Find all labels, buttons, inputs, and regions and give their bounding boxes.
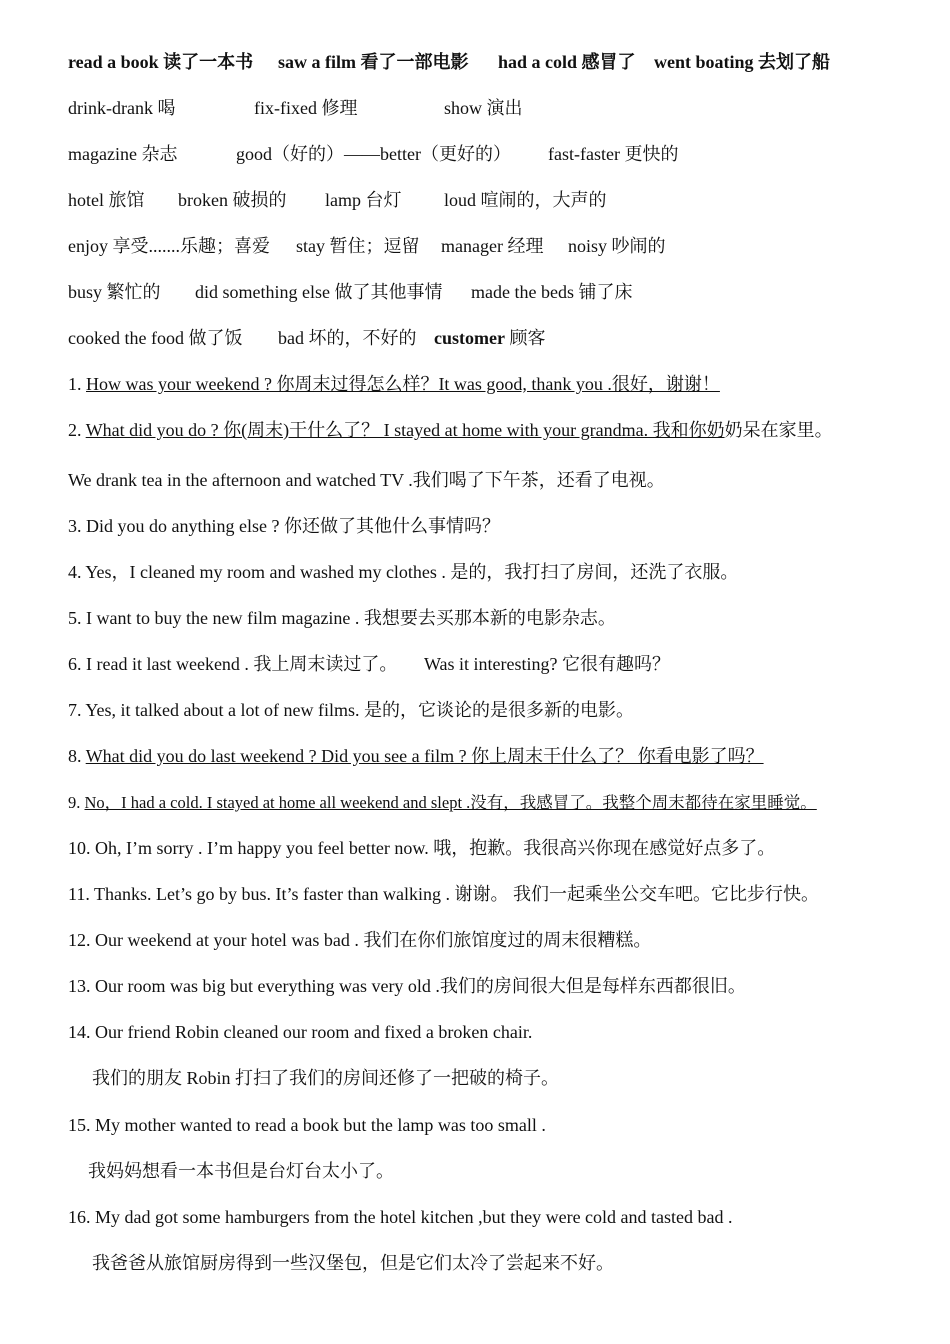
sentence-10: 10. Oh, I’m sorry . I’m happy you feel better now. 哦，抱歉。我很高兴你现在感觉好点多了。 [68,838,776,858]
sentence-2 [68,418,833,442]
sentence-14: 14. Our friend Robin cleaned our room and fixed a broken chair. [68,1022,533,1042]
vocab-item: hotel 旅馆 [68,190,145,210]
sentence-5: 5. I want to buy the new film magazine . 我想要去买那本新的电影杂志。 [68,608,616,628]
vocab-item: busy 繁忙的 [68,282,161,302]
sentence-number: 1. [68,374,86,394]
sentence-7: 7. Yes, it talked about a lot of new films. 是的，它谈论的是很多新的电影。 [68,700,634,720]
sentence-text-tail: 奶呆在家里。 [724,420,833,440]
sentence-3: 3. Did you do anything else ? 你还做了其他什么事情吗？ [68,516,500,536]
vocab-row-3 [68,142,678,166]
sentence-8 [68,744,764,768]
vocab-item: enjoy 享受.......乐趣；喜爱 [68,236,270,256]
vocab-item: did something else 做了其他事情 [195,282,443,302]
sentence-text: Was it interesting? 它很有趣吗？ [424,654,671,674]
vocab-item: fast-faster 更快的 [548,144,679,164]
vocab-item: fix-fixed 修理 [254,98,358,118]
vocab-item: stay 暂住；逗留 [296,236,420,256]
sentence-16-translation: 我爸爸从旅馆厨房得到一些汉堡包，但是它们太冷了尝起来不好。 [92,1253,614,1273]
vocab-row-4 [68,188,607,212]
vocab-item: drink-drank 喝 [68,98,176,118]
vocab-item: bad 坏的，不好的 [278,328,417,348]
vocab-row-7 [68,326,545,350]
sentence-15: 15. My mother wanted to read a book but the lamp was too small . [68,1115,546,1135]
vocab-item: saw a film 看了一部电影 [278,52,469,72]
sentence-text: 6. I read it last weekend . 我上周末读过了。 [68,654,398,674]
vocab-item: cooked the food 做了饭 [68,328,243,348]
sentence-text: What did you do ? 你(周末)干什么了？ I stayed at home with your grandma. 我和你奶 [85,420,725,440]
vocab-row-2 [68,96,523,120]
sentence-14-translation: 我们的朋友 Robin 打扫了我们的房间还修了一把破的椅子。 [92,1068,560,1088]
vocab-item: good（好的）——better（更好的） [236,144,511,164]
sentence-number: 9. [68,793,85,812]
sentence-4: 4. Yes，I cleaned my room and washed my clothes . 是的，我打扫了房间，还洗了衣服。 [68,562,739,582]
sentence-number: 8. [68,746,86,766]
vocab-item: loud 喧闹的，大声的 [444,190,607,210]
sentence-number: 2. [68,420,86,440]
vocab-row-1 [68,50,830,74]
sentence-9 [68,791,817,815]
sentence-13: 13. Our room was big but everything was very old .我们的房间很大但是每样东西都很旧。 [68,976,746,996]
sentence-text: What did you do last weekend ? Did you see a film ? 你上周末干什么了？ 你看电影了吗？ [85,746,764,766]
vocab-item: read a book 读了一本书 [68,52,254,72]
vocab-item: broken 破损的 [178,190,287,210]
vocab-row-6 [68,280,632,304]
vocab-item-bold: customer [434,328,505,348]
sentence-16: 16. My dad got some hamburgers from the hotel kitchen ,but they were cold and tasted bad . [68,1207,733,1227]
vocab-item: made the beds 铺了床 [471,282,633,302]
vocab-item: lamp 台灯 [325,190,402,210]
sentence-text: No，I had a cold. I stayed at home all weekend and slept .没有，我感冒了。我整个周末都待在家里睡觉。 [84,793,817,812]
vocab-row-5 [68,234,666,258]
vocab-item: manager 经理 [441,236,544,256]
vocab-item: noisy 吵闹的 [568,236,666,256]
sentence-text: How was your weekend ? 你周末过得怎么样？It was good, thank you .很好，谢谢！ [86,374,720,394]
sentence-12: 12. Our weekend at your hotel was bad . 我们在你们旅馆度过的周末很糟糕。 [68,930,652,950]
sentence-11: 11. Thanks. Let’s go by bus. It’s faster than walking . 谢谢。 我们一起乘坐公交车吧。它比步行快。 [68,884,819,904]
sentence-1 [68,372,720,396]
vocab-item: magazine 杂志 [68,144,178,164]
vocab-item: show 演出 [444,98,523,118]
sentence-15-translation: 我妈妈想看一本书但是台灯台太小了。 [88,1161,394,1181]
vocab-item: went boating 去划了船 [654,52,831,72]
vocab-item: had a cold 感冒了 [498,52,636,72]
sentence-2b: We drank tea in the afternoon and watched TV .我们喝了下午茶，还看了电视。 [68,470,665,490]
vocab-item-meaning: 顾客 [504,328,546,348]
sentence-6 [68,652,670,676]
